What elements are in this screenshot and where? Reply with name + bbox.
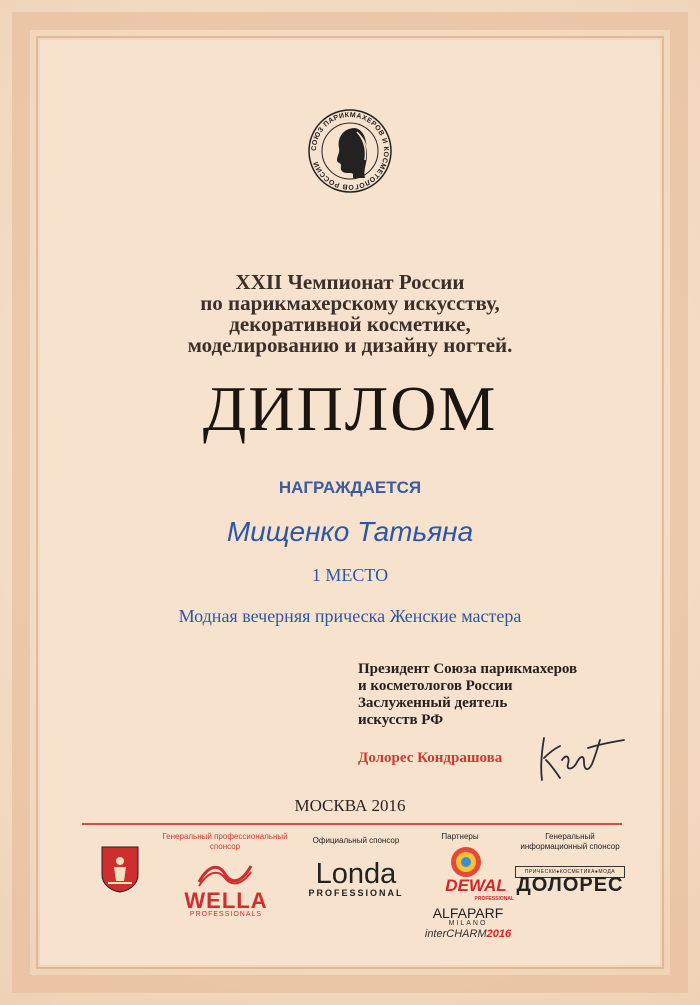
city-year: МОСКВА 2016 [294,796,406,815]
document-type-heading: ДИПЛОМ [202,373,498,444]
president-line: Президент Союза парикмахеров [358,661,578,677]
partner-emblem-icon [448,845,484,879]
official-sponsor-label: Официальный спонсор [312,836,400,845]
partners-label: Партнеры [441,832,479,841]
title-line: XXII Чемпионат России [235,270,465,294]
handwritten-signature [530,726,630,786]
president-title-block [358,661,658,729]
title-line: по парикмахерскому искусству, [200,291,500,315]
president-line: и косметологов России [358,678,513,694]
divider-line [82,823,622,825]
signer-name: Долорес Кондрашова [358,750,503,766]
londa-logo-text: Londa [315,858,397,890]
title-line: моделированию и дизайну ногтей. [187,333,513,357]
womans-profile-emblem-icon [307,108,393,194]
dolores-logo-topline: ПРИЧЕСКИ●КОСМЕТИКА●МОДА [515,866,625,878]
competition-category: Модная вечерняя прическа Женские мастера [178,606,522,626]
president-line: искусств РФ [358,712,444,728]
alfaparf-logo-subtext: MILANO [448,920,488,927]
wella-wave-icon [195,858,255,888]
championship-title [0,272,700,356]
alfaparf-logo-text: ALFAPARF [432,905,504,921]
president-line: Заслуженный деятель [358,695,508,711]
title-line: декоративной косметике, [229,312,471,336]
awarded-label: НАГРАЖДАЕТСЯ [278,478,422,497]
general-info-sponsor-label: Генеральный информационный спонсор [520,832,620,851]
place-award: 1 МЕСТО [311,565,389,585]
recipient-name: Мищенко Татьяна [226,516,474,547]
general-professional-sponsor-label: Генеральный профессиональный спонсор [162,832,288,851]
dewal-logo-subtext: PROFESSIONAL [474,896,514,902]
wella-logo-subtext: PROFESSIONALS [189,911,263,918]
wella-logo-text: WELLA [184,888,268,913]
intercharm-logo: interCHARM2016 [424,928,512,940]
dolores-logo-text: ДОЛОРЕС [516,874,624,896]
svg-text:СОЮЗ ПАРИКМАХЕРОВ И КОСМЕТОЛОГ: СОЮЗ ПАРИКМАХЕРОВ И КОСМЕТОЛОГОВ РОССИИ [310,111,390,191]
moscow-coat-of-arms-icon [100,845,140,893]
londa-logo-subtext: PROFESSIONAL [308,888,404,898]
dewal-logo-text: DEWAL [445,876,507,895]
